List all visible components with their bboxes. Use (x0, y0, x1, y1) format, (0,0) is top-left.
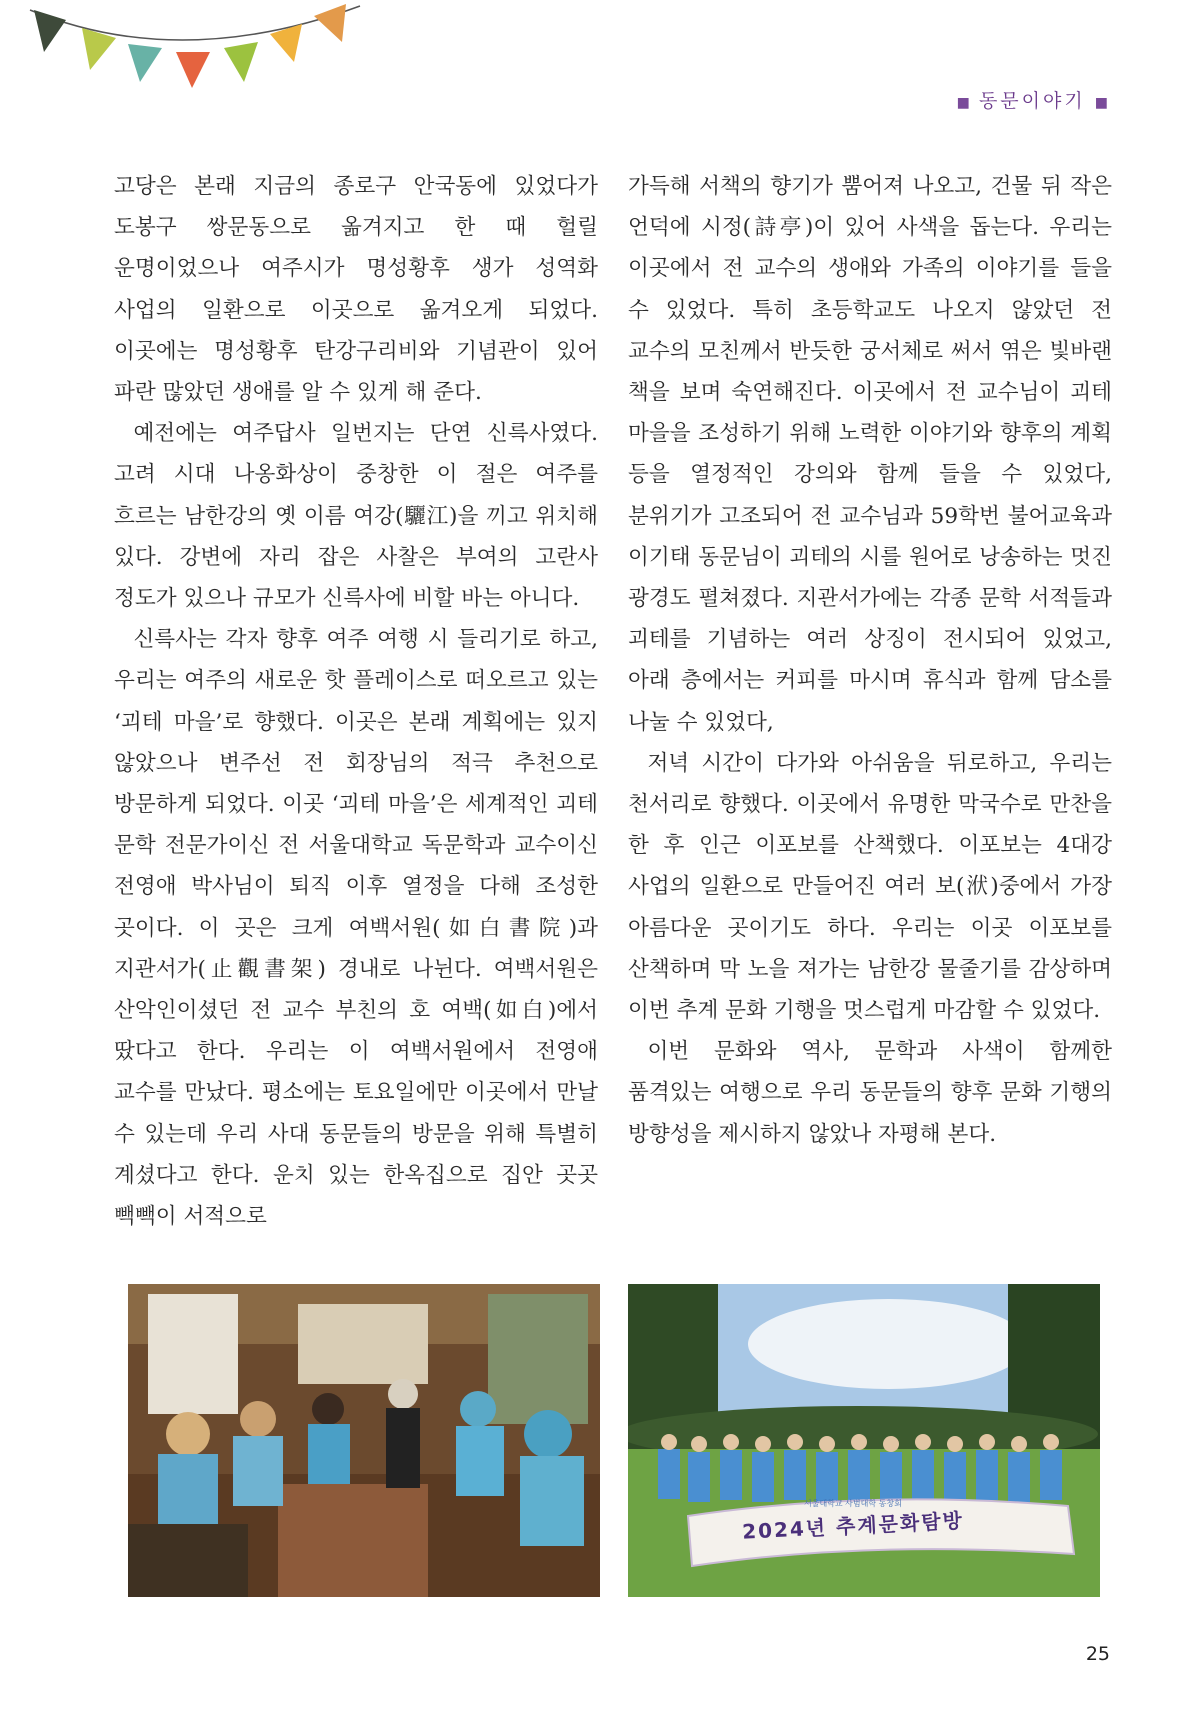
paragraph: 가득해 서책의 향기가 뿜어져 나오고, 건물 뒤 작은 언덕에 시정(詩亭)이 있어 사색을 돕는다. 우리는 이곳에서 전 교수의 생애와 가족의 이야기를 들을 수 있었다. 특히 초등학교도 나오지 않았던 전 교수의 모친께서 반듯한 궁서체로 써서 엮은 빛바랜 책을 보며 숙연해진다. 이곳에서 전 교수님이 괴테 마을을 조성하기 위해 노력한 이야기와 향후의 계획 등을 열정적인 강의와 함께 들을 수 있었다, 분위기가 고조되어 전 교수님과 59학번 불어교육과 이기태 동문님이 괴테의 시를 원어로 낭송하는 멋진 광경도 펼쳐졌다. 지관서가에는 각종 문학 서적들과 괴테를 기념하는 여러 상징이 전시되어 있었고, 아래 층에서는 커피를 마시며 휴식과 함께 담소를 나눌 수 있었다, (628, 174, 1112, 735)
article-left-column (114, 166, 598, 1237)
paragraph: 저녁 시간이 다가와 아쉬움을 뒤로하고, 우리는 천서리로 향했다. 이곳에서 유명한 막국수로 만찬을 한 후 인근 이포보를 산책했다. 이포보는 4대강 사업의 일환으로 만들어진 여러 보(洑)중에서 가장 아름다운 곳이기도 하다. 우리는 이곳 이포보를 산책하며 막 노을 져가는 남한강 물줄기를 감상하며 이번 추계 문화 기행을 멋스럽게 마감할 수 있었다. (628, 750, 1112, 1024)
photo-library-interior (128, 1284, 600, 1597)
paragraph: 이번 문화와 역사, 문학과 사색이 함께한 품격있는 여행으로 우리 동문들의 향후 문화 기행의 방향성을 제시하지 않았나 자평해 본다. (628, 1039, 1112, 1147)
paragraph: 예전에는 여주답사 일번지는 단연 신륵사였다. 고려 시대 나옹화상이 중창한 이 절은 여주를 흐르는 남한강의 옛 이름 여강(驪江)을 끼고 위치해 있다. 강변에 자리 잡은 사찰은 부여의 고란사 정도가 있으나 규모가 신륵사에 비할 바는 아니다. (114, 421, 598, 612)
page-number: 25 (1085, 1643, 1110, 1665)
square-bullet-icon: ■ (1094, 95, 1108, 111)
paragraph: 신륵사는 각자 향후 여주 여행 시 들리기로 하고, 우리는 여주의 새로운 핫 플레이스로 떠오르고 있는 ‘괴테 마을’로 향했다. 이곳은 본래 계획에는 있지 않았으나 변주선 전 회장님의 적극 추천으로 방문하게 되었다. 이곳 ‘괴테 마을’은 세계적인 괴테 문학 전문가이신 전 서울대학교 독문학과 교수이신 전영애 박사님이 퇴직 이후 열정을 다해 조성한 곳이다. 이 곳은 크게 여백서원(如白書院)과 지관서가(止觀書架) 경내로 나뉜다. 여백서원은 산악인이셨던 전 교수 부친의 호 여백(如白)에서 땄다고 한다. 우리는 이 여백서원에서 전영애 교수를 만났다. 평소에는 토요일에만 이곳에서 만날 수 있는데 우리 사대 동문들의 방문을 위해 특별히 계셨다고 한다. 운치 있는 한옥집으로 집안 곳곳 빽빽이 서적으로 (114, 627, 598, 1230)
paragraph: 고당은 본래 지금의 종로구 안국동에 있었다가 도봉구 쌍문동으로 옮겨지고 한 때 헐릴 운명이었으나 여주시가 명성황후 생가 성역화 사업의 일환으로 이곳으로 옮겨오게 되었다. 이곳에는 명성황후 탄강구리비와 기념관이 있어 파란 많았던 생애를 알 수 있게 해 준다. (114, 174, 598, 406)
article-right-column (628, 166, 1112, 1155)
banner-text: 2024년 추계문화탐방 (741, 1508, 965, 1544)
bunting-decoration (0, 0, 380, 100)
section-label: 동문이야기 (978, 90, 1086, 112)
banner-small-text: 서울대학교 사범대학 동창회 (804, 1499, 902, 1508)
section-tag (957, 86, 1108, 113)
photo-group-outdoor (628, 1284, 1100, 1597)
square-bullet-icon: ■ (956, 95, 970, 111)
